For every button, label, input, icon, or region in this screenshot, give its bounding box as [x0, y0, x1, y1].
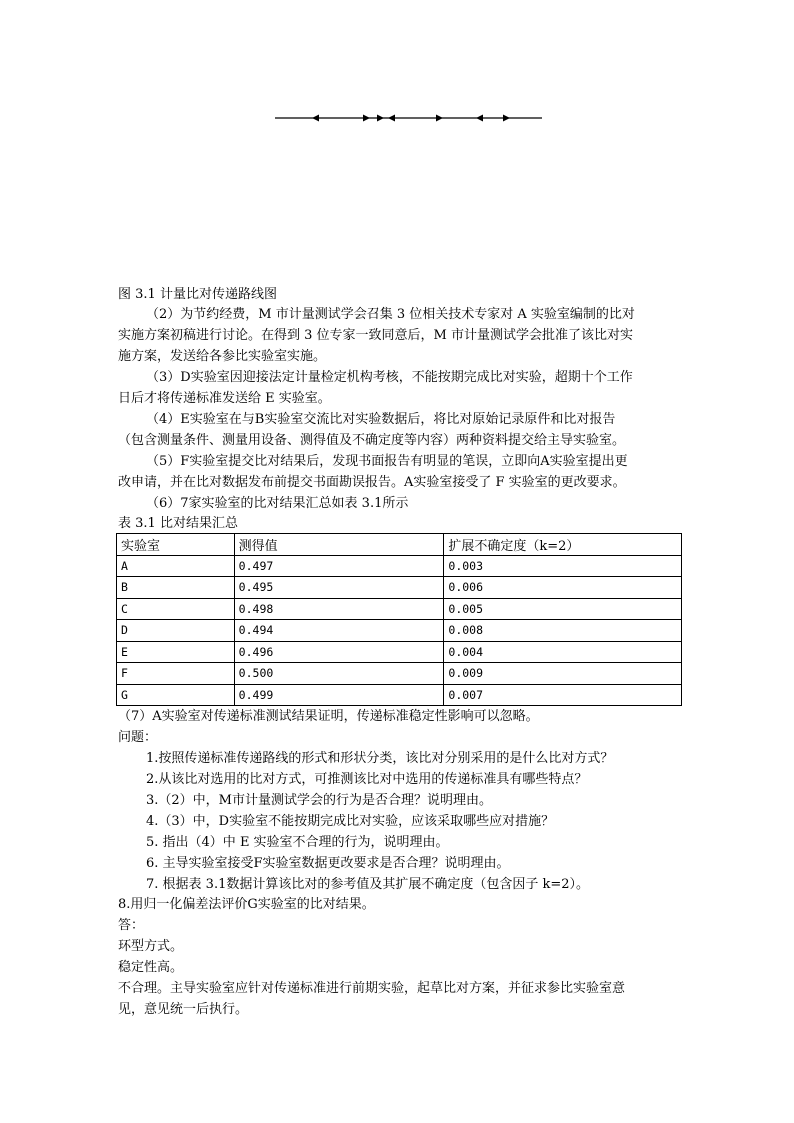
question-4: 4.（3）中，D实验室不能按期完成比对实验，应该采取哪些应对措施？ — [146, 814, 555, 829]
cell-uncertainty: 0.003 — [444, 555, 682, 577]
question-6: 6. 主导实验室接受F实验室数据更改要求是否合理？说明理由。 — [146, 856, 510, 871]
cell-value: 0.498 — [234, 598, 444, 620]
arrowhead-right-2 — [377, 115, 384, 122]
answer-label: 答： — [118, 918, 145, 933]
cell-value: 0.500 — [234, 663, 444, 685]
paragraph-6-line-1: （6）7家实验室的比对结果汇总如表 3.1所示 — [146, 496, 409, 511]
transfer-route-diagram — [270, 108, 545, 128]
cell-uncertainty: 0.008 — [444, 620, 682, 642]
question-1: 1.按照传递标准传递路线的形式和形状分类，该比对分别采用的是什么比对方式？ — [146, 751, 614, 766]
table-row — [117, 663, 682, 685]
question-8: 8.用归一化偏差法评价G实验室的比对结果。 — [118, 897, 375, 912]
figure-caption: 图 3.1 计量比对传递路线图 — [118, 287, 277, 302]
cell-uncertainty: 0.007 — [444, 684, 682, 706]
results-table — [116, 533, 682, 706]
cell-uncertainty: 0.009 — [444, 663, 682, 685]
questions-label: 问题： — [118, 730, 158, 745]
arrowhead-left-1 — [312, 115, 319, 122]
cell-uncertainty: 0.006 — [444, 577, 682, 599]
header-expanded-uncertainty: 扩展不确定度（k=2） — [444, 534, 682, 556]
arrowhead-left-3 — [476, 115, 483, 122]
paragraph-4-line-2: （包含测量条件、测量用设备、测得值及不确定度等内容）两种资料提交给主导实验室。 — [118, 433, 626, 448]
arrowhead-right-3 — [436, 115, 443, 122]
cell-lab: E — [117, 641, 235, 663]
cell-value: 0.497 — [234, 555, 444, 577]
cell-value: 0.496 — [234, 641, 444, 663]
arrowhead-right-4 — [503, 115, 510, 122]
cell-uncertainty: 0.005 — [444, 598, 682, 620]
header-measured-value: 测得值 — [234, 534, 444, 556]
table-row — [117, 577, 682, 599]
cell-lab: C — [117, 598, 235, 620]
answer-3-line-1: 不合理。主导实验室应针对传递标准进行前期实验，起草比对方案，并征求参比实验室意 — [118, 981, 626, 996]
paragraph-2-line-3: 施方案，发送给各参比实验室实施。 — [118, 349, 327, 364]
arrowhead-right-1 — [363, 115, 370, 122]
paragraph-3-line-1: （3）D实验室因迎接法定计量检定机构考核，不能按期完成比对实验，超期十个工作 — [146, 370, 633, 385]
table-header-row — [117, 534, 682, 556]
question-2: 2.从该比对选用的比对方式，可推测该比对中选用的传递标准具有哪些特点？ — [146, 772, 588, 787]
cell-uncertainty: 0.004 — [444, 641, 682, 663]
paragraph-3-line-2: 日后才将传递标准发送给 E 实验室。 — [118, 391, 331, 406]
question-7: 7. 根据表 3.1数据计算该比对的参考值及其扩展不确定度（包含因子 k=2）。 — [146, 877, 590, 892]
paragraph-2-line-2: 实施方案初稿进行讨论。在得到 3 位专家一致同意后，M 市计量测试学会批准了该比对实 — [118, 328, 633, 343]
answer-2: 稳定性高。 — [118, 960, 184, 975]
paragraph-5-line-2: 改申请，并在比对数据发布前提交书面勘误报告。A实验室接受了 F 实验室的更改要求。 — [118, 475, 626, 490]
header-lab: 实验室 — [117, 534, 235, 556]
cell-lab: A — [117, 555, 235, 577]
table-row — [117, 684, 682, 706]
question-3: 3.（2）中，M市计量测试学会的行为是否合理？说明理由。 — [146, 793, 492, 808]
table-caption: 表 3.1 比对结果汇总 — [118, 516, 238, 531]
paragraph-2-line-1: （2）为节约经费，M 市计量测试学会召集 3 位相关技术专家对 A 实验室编制的比对 — [146, 307, 635, 322]
question-5: 5. 指出（4）中 E 实验室不合理的行为，说明理由。 — [146, 835, 449, 850]
cell-lab: B — [117, 577, 235, 599]
paragraph-7: （7）A实验室对传递标准测试结果证明，传递标准稳定性影响可以忽略。 — [118, 709, 539, 724]
arrowhead-left-2 — [388, 115, 395, 122]
table-row — [117, 641, 682, 663]
table-row — [117, 620, 682, 642]
answer-1: 环型方式。 — [118, 939, 184, 954]
cell-value: 0.499 — [234, 684, 444, 706]
paragraph-4-line-1: （4）E实验室在与B实验室交流比对实验数据后，将比对原始记录原件和比对报告 — [146, 412, 616, 427]
table-row — [117, 555, 682, 577]
cell-lab: G — [117, 684, 235, 706]
cell-lab: D — [117, 620, 235, 642]
table-row — [117, 598, 682, 620]
cell-value: 0.495 — [234, 577, 444, 599]
answer-3-line-2: 见，意见统一后执行。 — [118, 1002, 249, 1017]
paragraph-5-line-1: （5）F实验室提交比对结果后，发现书面报告有明显的笔误，立即向A实验室提出更 — [146, 454, 628, 469]
cell-value: 0.494 — [234, 620, 444, 642]
cell-lab: F — [117, 663, 235, 685]
